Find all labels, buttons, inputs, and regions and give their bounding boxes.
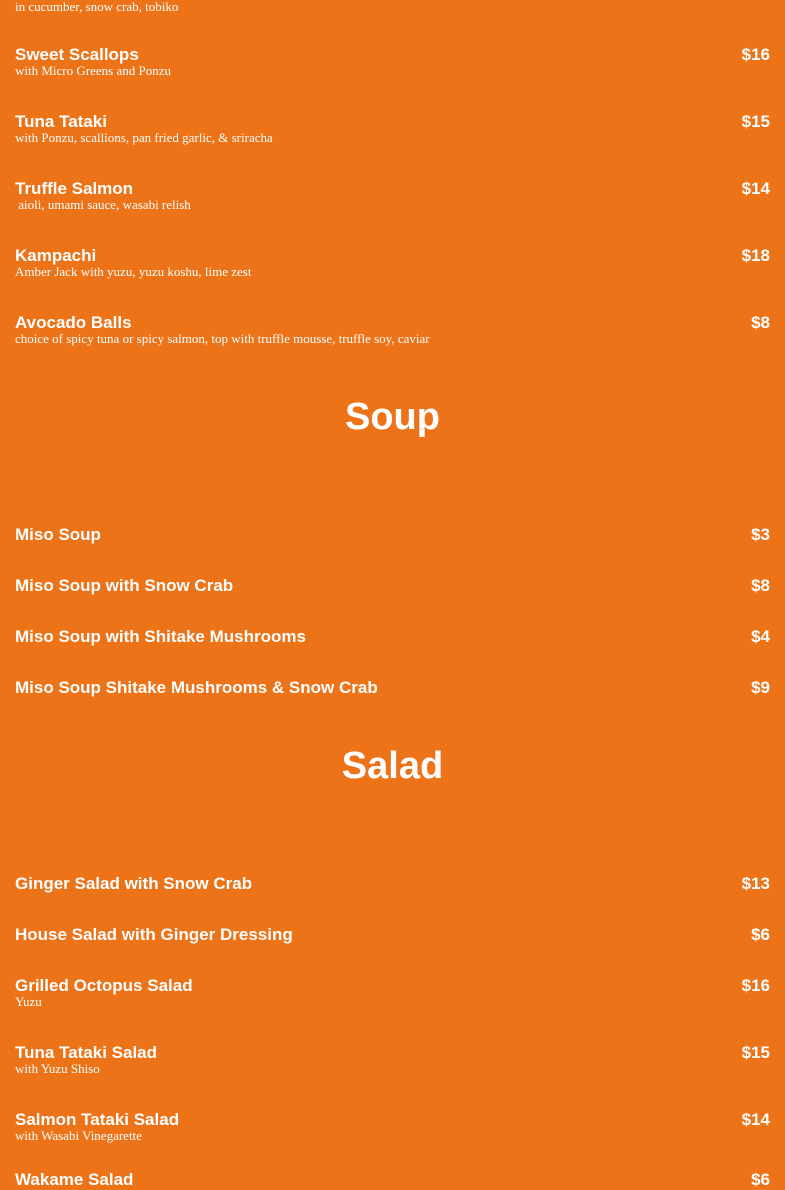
item-name: Avocado Balls — [15, 313, 132, 332]
item-price: $15 — [741, 1043, 770, 1062]
item-name: Wakame Salad — [15, 1170, 134, 1189]
item-price: $13 — [741, 874, 770, 893]
item-description: aioli, umami sauce, wasabi relish — [15, 197, 191, 212]
item-name: House Salad with Ginger Dressing — [15, 925, 293, 944]
section-title-soup: Soup — [345, 396, 440, 438]
item-description: with Wasabi Vinegarette — [15, 1128, 142, 1143]
item-price: $14 — [741, 179, 770, 198]
item-name: Tuna Tataki — [15, 112, 107, 131]
item-name: Tuna Tataki Salad — [15, 1043, 158, 1062]
item-description: Amber Jack with yuzu, yuzu koshu, lime zest — [15, 264, 252, 279]
section-title-salad: Salad — [341, 745, 444, 787]
item-name: Salmon Tataki Salad — [15, 1110, 180, 1129]
item-price: $9 — [751, 678, 770, 697]
item-price: $4 — [751, 627, 770, 646]
item-price: $8 — [751, 313, 770, 332]
item-price: $6 — [751, 1170, 770, 1189]
item-name: Kampachi — [15, 246, 97, 265]
item-price: $15 — [741, 112, 770, 131]
item-price: $3 — [751, 525, 770, 544]
item-description: with Micro Greens and Ponzu — [15, 63, 171, 78]
item-price: $16 — [741, 976, 770, 995]
item-name: Miso Soup with Shitake Mushrooms — [15, 627, 306, 646]
item-price: $6 — [751, 925, 770, 944]
item-name: Truffle Salmon — [15, 179, 134, 198]
item-description: choice of spicy tuna or spicy salmon, top with truffle mousse, truffle soy, caviar — [15, 331, 430, 346]
item-price: $16 — [741, 45, 770, 64]
item-name: Sweet Scallops — [15, 45, 139, 64]
item-name: Miso Soup — [15, 525, 101, 544]
item-description: Yuzu — [15, 994, 42, 1009]
item-price: $8 — [751, 576, 770, 595]
item-name: Grilled Octopus Salad — [15, 976, 193, 995]
item-description: with Yuzu Shiso — [15, 1061, 100, 1076]
item-name: Miso Soup with Snow Crab — [15, 576, 234, 595]
item-description: in cucumber, snow crab, tobiko — [15, 0, 179, 14]
item-price: $18 — [741, 246, 770, 265]
item-name: Ginger Salad with Snow Crab — [15, 874, 253, 893]
item-name: Miso Soup Shitake Mushrooms & Snow Crab — [15, 678, 378, 697]
item-price: $14 — [741, 1110, 770, 1129]
item-description: with Ponzu, scallions, pan fried garlic, & sriracha — [15, 130, 273, 145]
